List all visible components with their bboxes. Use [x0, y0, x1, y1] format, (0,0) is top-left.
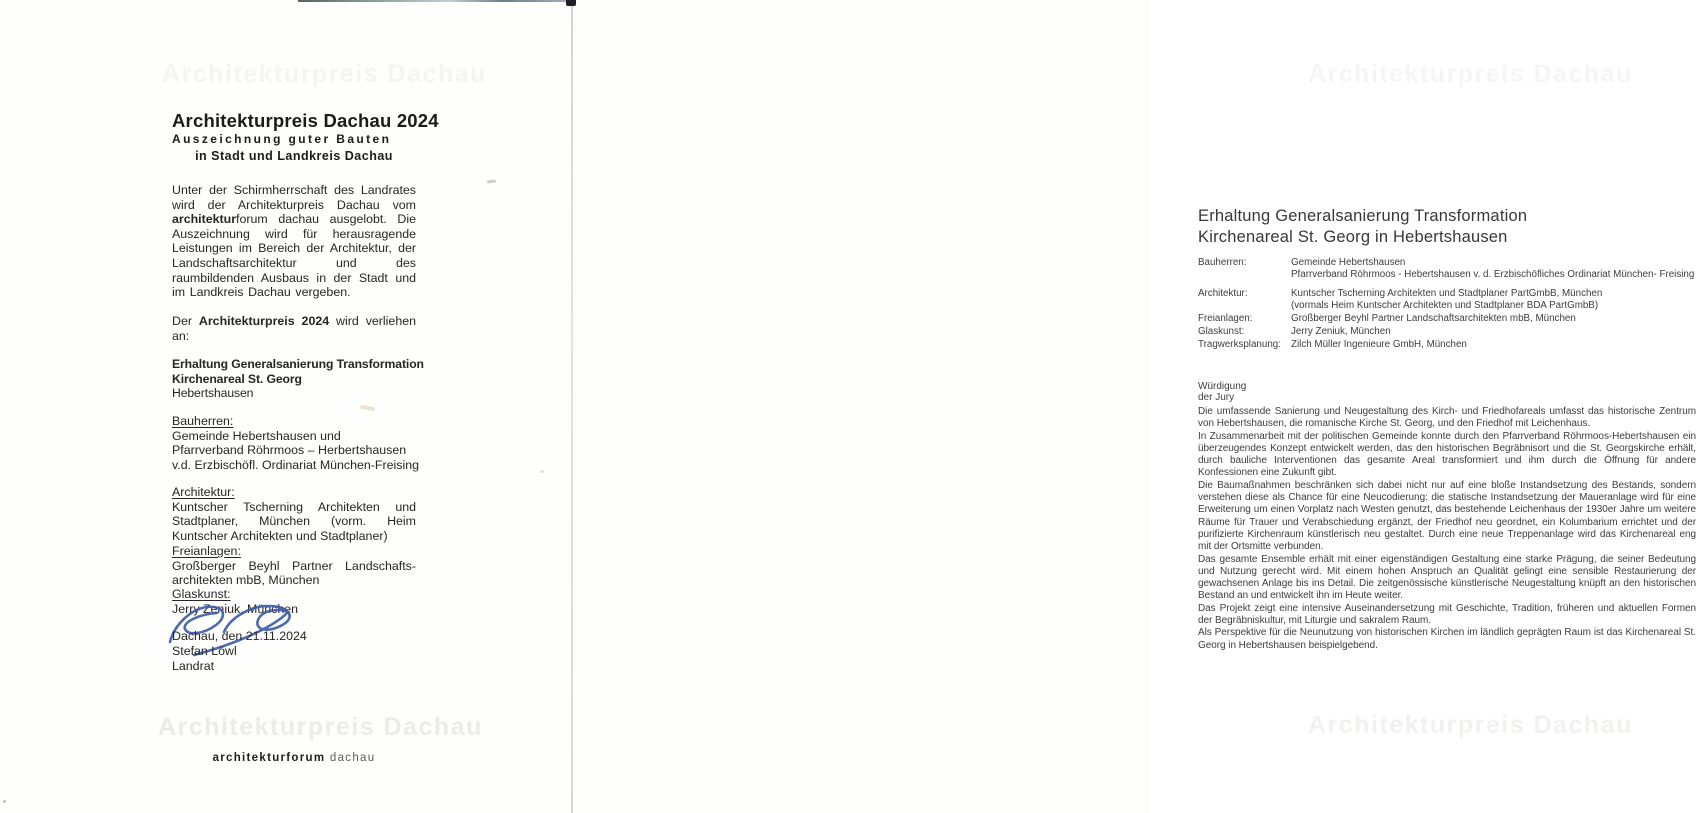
jury-report-page	[573, 0, 1696, 813]
credit-row-glaskunst	[1198, 326, 1703, 338]
watermark-top-left: Architekturpreis Dachau	[162, 60, 487, 88]
award-project-title-line2: Kirchenareal St. Georg	[172, 371, 302, 386]
project-title-line1: Erhaltung Generalsanierung Transformation	[1198, 207, 1528, 225]
credit-bauherren	[172, 414, 419, 472]
credit-label: Glaskunst:	[1198, 325, 1245, 337]
jury-paragraph: Als Perspektive für die Neunutzung von historischen Kirchen im ländlich geprägten Raum ist das Kirchenareal St. Georg in Hebertshausen beispielgebend.	[1198, 627, 1696, 651]
organizer-logo-light: dachau	[329, 752, 376, 764]
signer-title: Landrat	[172, 659, 215, 673]
credit-value: (vormals Heim Kuntscher Architekten und Stadtplaner BDA PartGmbB)	[1291, 299, 1599, 311]
credit-label: Bauherren:	[172, 414, 234, 428]
credit-label: Bauherren:	[1198, 257, 1247, 268]
intro-text-bold: architektur	[172, 212, 237, 227]
credit-label: Architektur:	[172, 485, 235, 499]
credit-row-freianlagen	[1198, 313, 1703, 325]
scan-artifact-top-strip	[298, 0, 572, 2]
jury-paragraph: Das gesamte Ensemble erhält mit einer eigenständigen Gestaltung eine starke Prägung, die seiner Bedeutung und Nutzung gerecht wird. Mit einem hohen Anspruch an Qualität gelingt eine sensible Restaurierung der gewachsenen Anlage bis ins Detail. Die zeitgenössische künstlerische Neugestaltung knüpft an den historischen Bestand an und entwickelt ihn im Heute weiter.	[1198, 553, 1696, 602]
credit-label: Freianlagen:	[1198, 312, 1253, 324]
project-title	[1198, 206, 1527, 247]
credit-value: Kuntscher Tscherning Architekten und Stadtplaner PartGmbB, München	[1291, 288, 1603, 300]
award-project-title	[172, 357, 424, 401]
credit-line: Großberger Beyhl Partner Landschafts-	[172, 558, 416, 573]
jury-paragraph: In Zusammenarbeit mit der politischen Gemeinde konnte durch den Pfarrverband Röhrmoos-Hebertshausen ein überzeugendes Konzept entwickelt werden, das den historischen Begräbnisort und die St. Georgskirche erhält, durch bauliche Interventionen das gesamte Areal transformiert und ihm durch die Öffnung für andere Konfessionen eine Zukunft gibt.	[1198, 430, 1696, 479]
credit-row-bauherren	[1198, 257, 1703, 280]
signer-name: Stefan Löwl	[172, 644, 237, 658]
credit-freianlagen	[172, 544, 416, 588]
award-statement-pre: Der	[172, 314, 199, 328]
credit-label: Tragwerksplanung:	[1198, 339, 1281, 351]
organizer-logo-bold: architekturforum	[212, 752, 326, 764]
award-statement-bold: Architekturpreis 2024	[198, 314, 330, 328]
award-statement-post: wird verliehen an:	[172, 314, 416, 343]
credit-row-architektur	[1198, 288, 1703, 311]
award-project-location: Hebertshausen	[172, 386, 254, 400]
award-project-title-line1: Erhaltung Generalsanierung Transformation	[172, 357, 424, 371]
scan-artifact-notch	[566, 0, 576, 6]
award-statement	[172, 314, 416, 343]
jury-paragraph: Das Projekt zeigt eine intensive Auseinandersetzung mit Geschichte, Tradition, früheren und aktuellen Formen der Begräbniskultur, mit Liturgie und sakralem Raum.	[1198, 602, 1696, 627]
jury-text	[1198, 406, 1696, 652]
credit-label: Freianlagen:	[172, 544, 241, 558]
credit-label: Architektur:	[1198, 288, 1248, 300]
credit-value: Gemeinde Hebertshausen	[1291, 257, 1406, 268]
credit-architektur	[172, 485, 416, 543]
organizer-logo-text	[172, 752, 416, 764]
certificate-title: Architekturpreis Dachau 2024	[172, 110, 439, 131]
jury-heading: Würdigung der Jury	[1198, 381, 1247, 403]
credit-value: Jerry Zeniuk, München	[1291, 325, 1391, 337]
watermark-top-right: Architekturpreis Dachau	[1308, 60, 1633, 88]
jury-paragraph: Die umfassende Sanierung und Neugestaltung des Kirch- und Friedhofareals umfasst das historische Zentrum von Hebertshausen, die romanische Kirche St. Georg, und den Friedhof mit Leichenhaus.	[1198, 406, 1696, 430]
watermark-bottom-right: Architekturpreis Dachau	[1308, 711, 1633, 739]
credit-line: v.d. Erzbischöfl. Ordinariat München-Freising	[172, 457, 419, 472]
signature-block	[172, 629, 416, 674]
credit-line: architekten mbB, München	[172, 573, 320, 587]
certificate-page	[0, 0, 571, 813]
date-line: Dachau, den 21.11.2024	[172, 629, 307, 643]
credit-label: Glaskunst:	[172, 587, 231, 601]
scan-artifact-speck	[540, 470, 544, 473]
watermark-bottom-left: Architekturpreis Dachau	[158, 713, 483, 741]
credit-line: Pfarrverband Röhrmoos – Herbertshausen	[172, 443, 407, 457]
credit-line: Stadtplaner, München (vorm. Heim	[172, 514, 416, 528]
intro-paragraph	[172, 183, 416, 300]
intro-text-post: forum dachau ausgelobt. Die Auszeichnung wird für herausragende Leistungen im Bereich der Architektur, der Landschaftsarchitektur und des raumbildenden Ausbaus in der Stadt und im Landkreis Dachau vergeben.	[172, 212, 416, 300]
credit-line: Kuntscher Tscherning Architekten und	[172, 499, 416, 514]
project-credits-table	[1198, 257, 1703, 352]
credit-value: Pfarrverband Röhrmoos - Hebertshausen v. d. Erzbischöfliches Ordinariat München- Freising	[1291, 268, 1695, 280]
credit-glaskunst	[172, 587, 416, 616]
credit-row-tragwerksplanung	[1198, 339, 1703, 351]
jury-paragraph: Die Baumaßnahmen beschränken sich dabei nicht nur auf eine bloße Instandsetzung des Bestands, sondern verstehen diese als Chance für eine Neucodierung: die statische Instandsetzung der Maueranlage wird für eine Erweiterung um einen Vorplatz nach Westen genutzt, das bestehende Leichenhaus der 1930er Jahre um weitere Räume für Trauer und Verabschiedung ergänzt, der Friedhof neu geordnet, ein Kolumbarium errichtet und der purifizierte Kirchenraum künstlerisch neu gestaltet. Durch eine neue Treppenanlage wird das Kirchenareal eng mit der Ortsmitte verbunden.	[1198, 479, 1696, 553]
credit-line: Jerry Zeniuk, München	[172, 601, 299, 616]
page-divider	[571, 0, 573, 813]
scan-artifact-speck	[3, 800, 6, 803]
project-title-line2: Kirchenareal St. Georg in Hebertshausen	[1198, 227, 1508, 246]
credit-value: Zilch Müller Ingenieure GmbH, München	[1291, 339, 1467, 351]
certificate-subtitle-2: in Stadt und Landkreis Dachau	[195, 149, 393, 163]
credit-value: Großberger Beyhl Partner Landschaftsarchitekten mbB, München	[1291, 312, 1576, 324]
certificate-subtitle-1: Auszeichnung guter Bauten	[172, 132, 392, 146]
credit-line: Kuntscher Architekten und Stadtplaner)	[172, 528, 388, 543]
credit-line: Gemeinde Hebertshausen und	[172, 428, 341, 443]
intro-text-pre: Unter der Schirmherrschaft des Landrates wird der Architekturpreis Dachau vom	[172, 183, 416, 212]
